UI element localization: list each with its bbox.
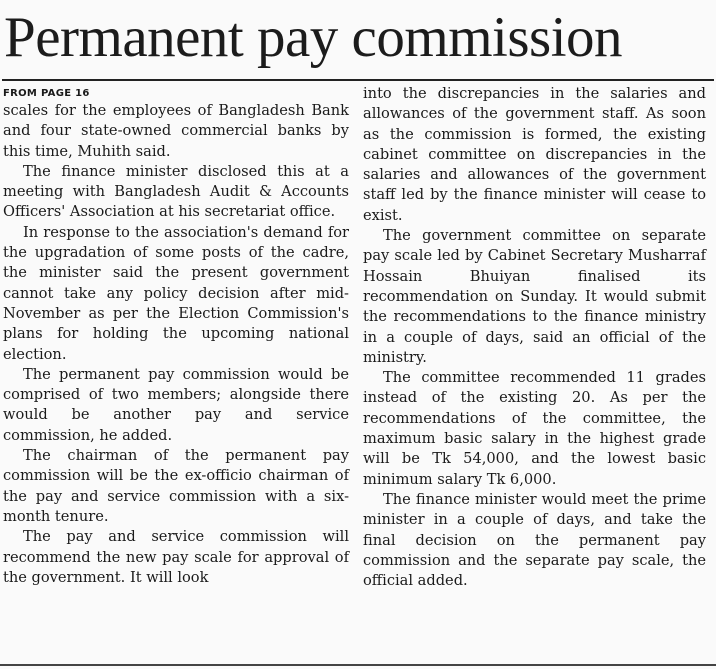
right-column (363, 84, 706, 591)
paragraph: The permanent pay commission would be comprised of two members; alongside there would be another pay and service commission, he added. (3, 365, 349, 444)
paragraph: The government committee on separate pay scale led by Cabinet Secretary Musharraf Hossain Bhuiyan finalised its recommendation on Sunday. It would submit the recommendations to the finance ministry in a couple of days, said an official of the ministry. (363, 227, 706, 366)
bottom-rule (0, 664, 716, 666)
paragraph: scales for the employees of Bangladesh Bank and four state-owned commercial banks by this time, Muhith said. (3, 102, 349, 160)
paragraph: into the discrepancies in the salaries and allowances of the government staff. As soon as the commission is formed, the existing cabinet committee on discrepancies in the salaries and allowances of the government staff led by the finance minister will cease to exist. (363, 85, 706, 224)
paragraph: The finance minister disclosed this at a meeting with Bangladesh Audit & Accounts Officers' Association at his secretariat office. (3, 162, 349, 221)
left-column (3, 84, 349, 588)
paragraph: The pay and service commission will recommend the new pay scale for approval of the government. It will look (3, 528, 349, 586)
kicker: FROM PAGE 16 (3, 88, 90, 99)
headline: Permanent pay commission (4, 6, 623, 69)
paragraph: In response to the association's demand for the upgradation of some posts of the cadre, the minister said the present government cannot take any policy decision after mid-November as per the Election Commission's plans for holding the upcoming national election. (3, 223, 349, 363)
paragraph: The chairman of the permanent pay commission will be the ex-officio chairman of the pay and service commission with a six-month tenure. (3, 447, 349, 525)
headline-rule (2, 79, 714, 81)
paragraph: The committee recommended 11 grades instead of the existing 20. As per the recommendations of the committee, the maximum basic salary in the highest grade will be Tk 54,000, and the lowest basic minimum salary Tk 6,000. (363, 369, 706, 488)
paragraph: The finance minister would meet the prime minister in a couple of days, and take the final decision on the permanent pay commission and the separate pay scale, the official added. (363, 490, 706, 590)
column-gutter (354, 86, 355, 646)
